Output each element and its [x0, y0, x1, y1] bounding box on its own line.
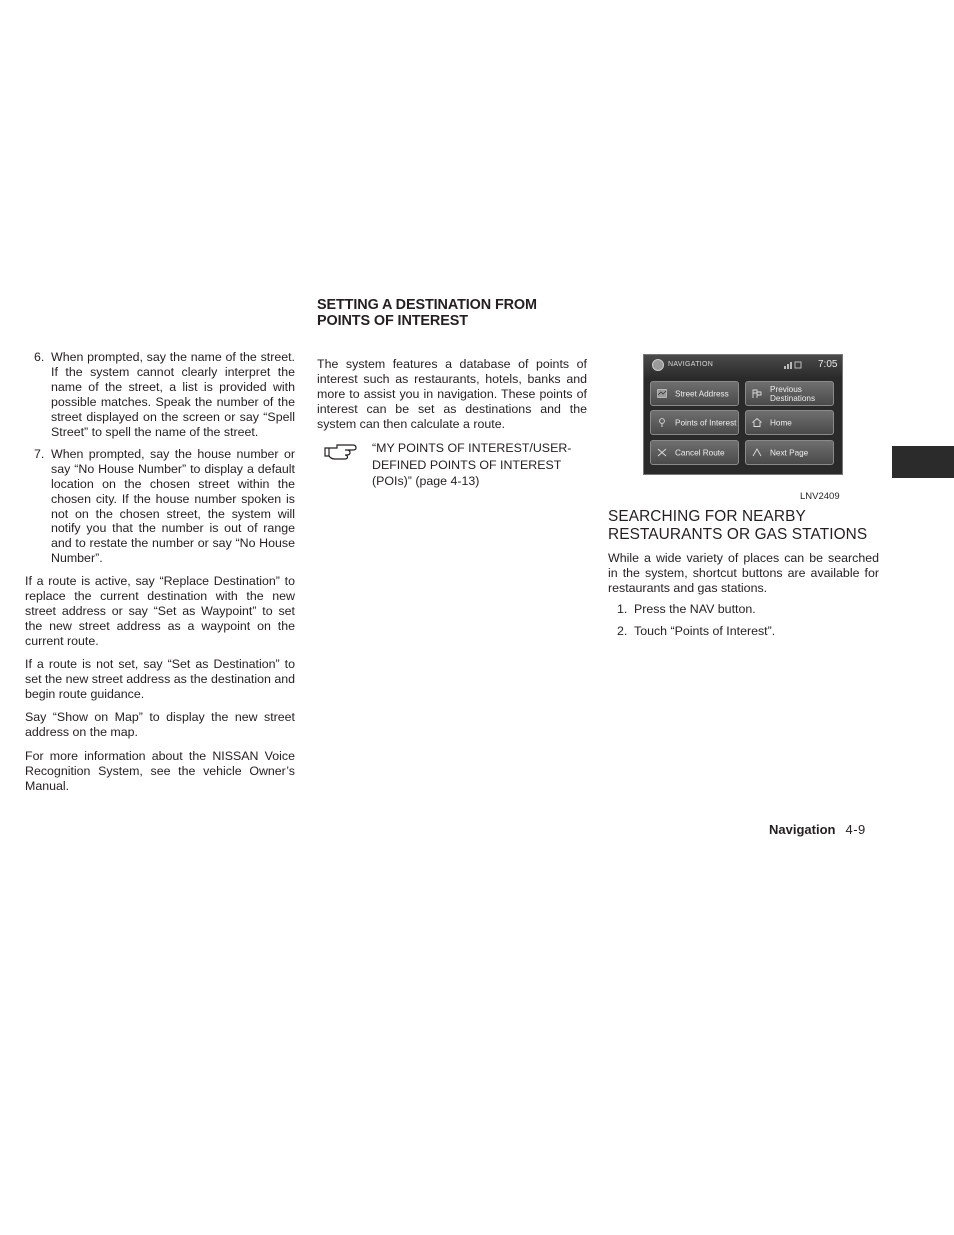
step-number: 1.	[617, 601, 628, 616]
screen-status-bar	[644, 355, 842, 377]
map-icon	[657, 389, 667, 398]
navigation-screen-figure	[643, 354, 843, 475]
voice-steps-list	[25, 350, 295, 566]
step-number: 2.	[617, 624, 628, 639]
signal-icon	[784, 361, 802, 369]
list-item	[608, 602, 879, 617]
figure-caption: LNV2409	[800, 491, 840, 502]
nissan-logo-icon	[652, 359, 664, 371]
page-number: 4-9	[845, 822, 866, 837]
screen-title: NAVIGATION	[668, 361, 714, 368]
list-item	[25, 350, 295, 439]
cancel-route-icon	[657, 448, 667, 457]
button-label: Previous Destinations	[770, 384, 816, 403]
button-label: Home	[770, 418, 792, 427]
street-address-button[interactable]	[650, 381, 739, 406]
points-of-interest-button[interactable]	[650, 410, 739, 435]
button-label: Street Address	[675, 389, 729, 398]
flags-icon	[752, 389, 762, 398]
chapter-tab	[892, 446, 954, 478]
next-page-button[interactable]	[745, 440, 834, 465]
page-footer	[769, 822, 866, 837]
next-page-icon	[752, 448, 762, 457]
right-column	[608, 508, 879, 647]
button-label: Cancel Route	[675, 448, 725, 457]
poi-steps-list	[608, 602, 879, 639]
footer-section: Navigation	[769, 822, 836, 837]
paragraph: For more information about the NISSAN Voice Recognition System, see the vehicle Owner’s Manual.	[25, 748, 295, 793]
cancel-route-button[interactable]	[650, 440, 739, 465]
list-item	[608, 624, 879, 639]
middle-column	[317, 297, 587, 490]
paragraph: While a wide variety of places can be searched in the system, shortcut buttons are available for restaurants and gas stations.	[608, 551, 879, 595]
step-text: Press the NAV button.	[634, 601, 756, 616]
step-number: 7.	[34, 446, 45, 461]
step-number: 6.	[34, 350, 45, 364]
button-label: Next Page	[770, 448, 809, 457]
clock: 7:05	[818, 359, 838, 370]
home-button[interactable]	[745, 410, 834, 435]
paragraph: If a route is active, say “Replace Destination” to replace the current destination with the new street address or say “Set as Waypoint” to set the new street address as a waypoint on the current route.	[25, 574, 295, 648]
section-heading: SEARCHING FOR NEARBY RESTAURANTS OR GAS STATIONS	[608, 508, 868, 543]
section-heading: SETTING A DESTINATION FROM POINTS OF INTEREST	[317, 297, 537, 329]
button-label: Points of Interest	[675, 418, 737, 427]
paragraph: The system features a database of points of interest such as restaurants, hotels, banks and more to assist you in navigation. These points of interest can be set as destinations and the system can then calculate a route.	[317, 357, 587, 431]
list-item	[25, 447, 295, 566]
reference-text: “MY POINTS OF INTEREST/USER-DEFINED POINTS OF INTEREST (POIs)” (page 4-13)	[372, 441, 572, 489]
step-text: Touch “Points of Interest”.	[634, 624, 776, 639]
step-text: When prompted, say the name of the street. If the system cannot clearly interpret the name of the street, a list is provided with possible matches. Speak the number of the street displayed on the screen or say “Spell Street” to spell the name of the street.	[51, 350, 295, 439]
paragraph: Say “Show on Map” to display the new street address on the map.	[25, 710, 295, 740]
pin-icon	[657, 418, 667, 427]
pointing-hand-icon	[323, 440, 357, 462]
cross-reference	[317, 440, 587, 490]
home-icon	[752, 418, 762, 427]
left-column	[25, 350, 295, 802]
previous-destinations-button[interactable]	[745, 381, 834, 406]
paragraph: If a route is not set, say “Set as Destination” to set the new street address as the destination and begin route guidance.	[25, 657, 296, 702]
step-text: When prompted, say the house number or say “No House Number” to display a default location on the chosen street within the chosen city. If the house number spoken is not on the chosen street, the system will notify you that the number is out of range and to restate the number or say “No House Number”.	[51, 446, 295, 566]
